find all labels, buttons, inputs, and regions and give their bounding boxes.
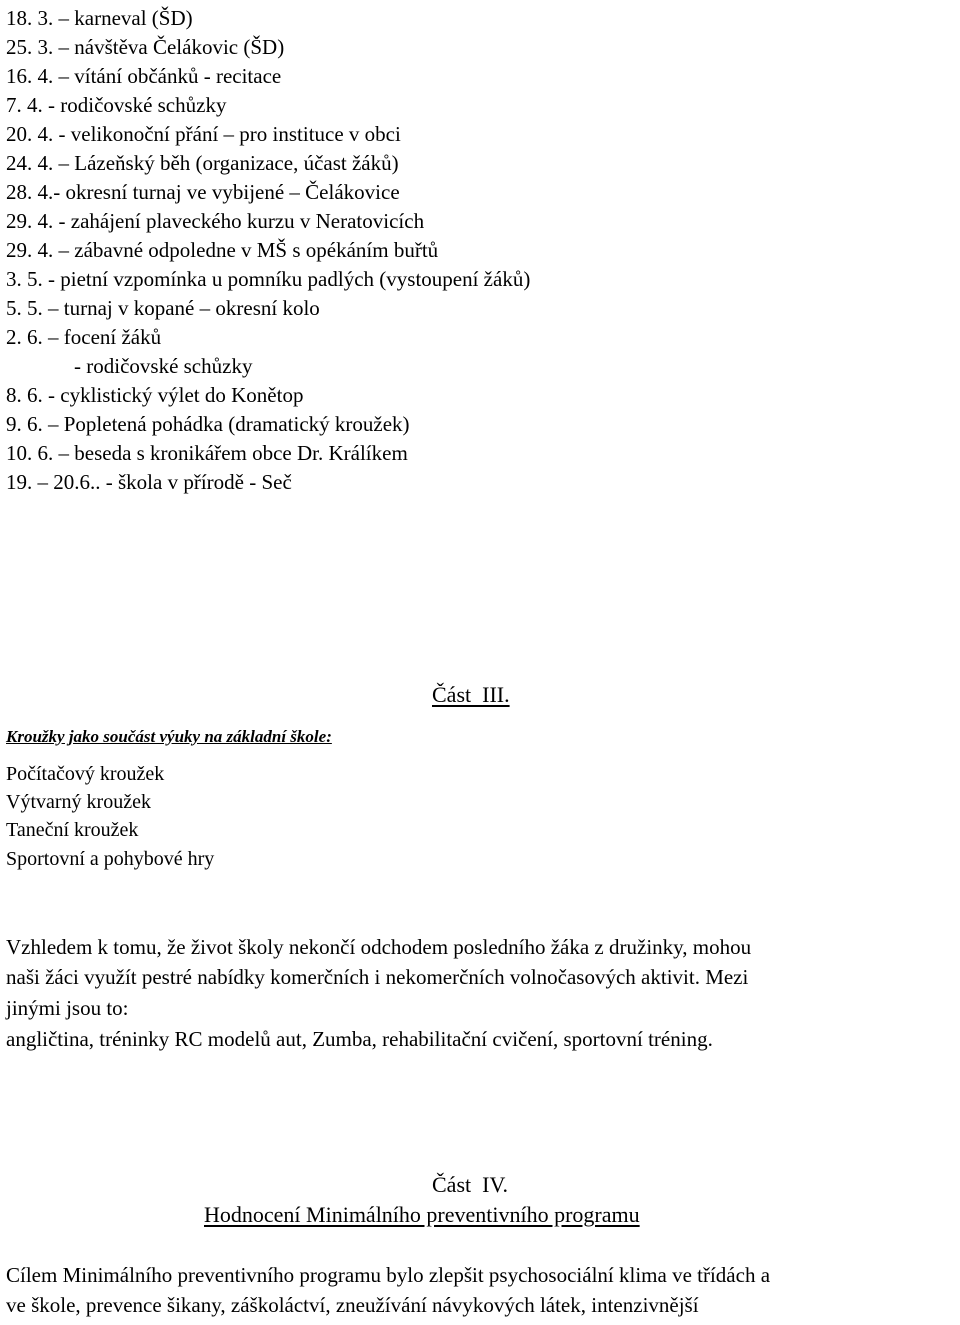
club-item: Sportovní a pohybové hry (6, 848, 215, 870)
event-item: 19. – 20.6.. - škola v přírodě - Seč (6, 470, 292, 494)
event-item: 29. 4. – zábavné odpoledne v MŠ s opékáním buřtů (6, 238, 439, 262)
part-4-heading: Část IV. (432, 1172, 508, 1197)
paragraph-line: jinými jsou to: (6, 996, 129, 1020)
club-item: Výtvarný kroužek (6, 791, 151, 813)
event-item: 8. 6. - cyklistický výlet do Konětop (6, 383, 304, 407)
event-item: 3. 5. - pietní vzpomínka u pomníku padlých (vystoupení žáků) (6, 267, 531, 291)
event-item: 20. 4. - velikonoční přání – pro instituce v obci (6, 122, 401, 146)
event-item: 16. 4. – vítání občánků - recitace (6, 64, 282, 88)
section-title: Hodnocení Minimálního preventivního programu (204, 1202, 640, 1227)
event-item: - rodičovské schůzky (74, 354, 253, 378)
part-3-heading: Část III. (432, 682, 510, 707)
clubs-title: Kroužky jako součást výuky na základní škole: (6, 727, 332, 746)
event-item: 29. 4. - zahájení plaveckého kurzu v Neratovicích (6, 209, 425, 233)
event-item: 25. 3. – návštěva Čelákovic (ŠD) (6, 35, 285, 59)
paragraph-line: angličtina, tréninky RC modelů aut, Zumba, rehabilitační cvičení, sportovní tréning. (6, 1027, 713, 1051)
paragraph-line: Cílem Minimálního preventivního programu bylo zlepšit psychosociální klima ve třídách a (6, 1263, 771, 1287)
club-item: Taneční kroužek (6, 819, 139, 841)
event-item: 7. 4. - rodičovské schůzky (6, 93, 227, 117)
paragraph-line: ve škole, prevence šikany, záškoláctví, zneužívání návykových látek, intenzivnější (6, 1293, 699, 1317)
paragraph-line: naši žáci využít pestré nabídky komerčních i nekomerčních volnočasových aktivit. Mezi (6, 965, 749, 989)
club-item: Počítačový kroužek (6, 763, 165, 785)
event-item: 18. 3. – karneval (ŠD) (6, 6, 193, 30)
event-item: 24. 4. – Lázeňský běh (organizace, účast žáků) (6, 151, 399, 175)
event-item: 28. 4.- okresní turnaj ve vybijené – Čelákovice (6, 180, 400, 204)
event-item: 10. 6. – beseda s kronikářem obce Dr. Králíkem (6, 441, 408, 465)
paragraph-line: Vzhledem k tomu, že život školy nekončí odchodem posledního žáka z družinky, mohou (6, 935, 752, 959)
event-item: 9. 6. – Popletená pohádka (dramatický kroužek) (6, 412, 410, 436)
event-item: 5. 5. – turnaj v kopané – okresní kolo (6, 296, 320, 320)
event-item: 2. 6. – focení žáků (6, 325, 162, 349)
